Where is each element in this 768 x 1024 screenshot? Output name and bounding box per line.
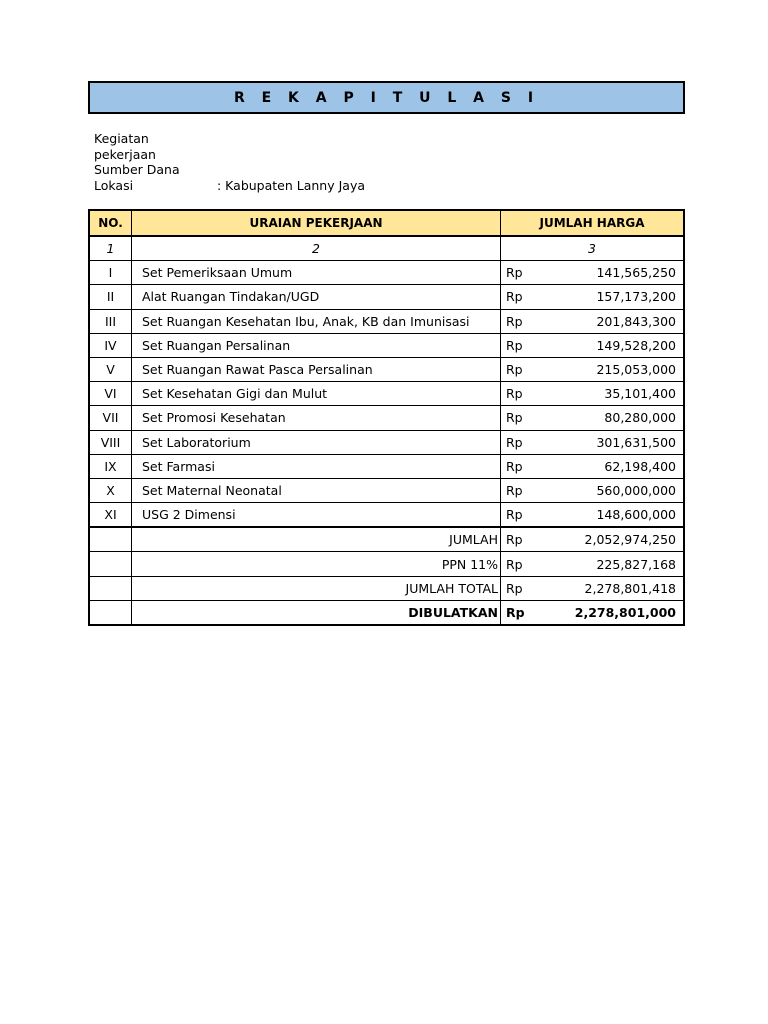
summary-amount: 225,827,168 xyxy=(531,552,685,576)
row-description: Set Ruangan Kesehatan Ibu, Anak, KB dan Imunisasi xyxy=(132,309,501,333)
row-currency: Rp xyxy=(501,430,531,454)
header-jumlah: JUMLAH HARGA xyxy=(501,210,685,236)
title-banner xyxy=(88,81,685,114)
row-amount: 301,631,500 xyxy=(531,430,685,454)
summary-amount: 2,278,801,000 xyxy=(531,600,685,625)
column-number-jumlah: 3 xyxy=(501,236,685,261)
table-row xyxy=(89,406,684,430)
column-number-no: 1 xyxy=(89,236,132,261)
row-amount: 560,000,000 xyxy=(531,478,685,502)
row-number: II xyxy=(89,285,132,309)
table-row xyxy=(89,430,684,454)
row-number: IV xyxy=(89,333,132,357)
summary-row xyxy=(89,576,684,600)
row-currency: Rp xyxy=(501,478,531,502)
row-amount: 80,280,000 xyxy=(531,406,685,430)
row-amount: 157,173,200 xyxy=(531,285,685,309)
table-row xyxy=(89,454,684,478)
summary-row xyxy=(89,600,684,625)
row-number: XI xyxy=(89,503,132,528)
row-amount: 201,843,300 xyxy=(531,309,685,333)
column-number-row xyxy=(89,236,684,261)
info-row-sumber-dana xyxy=(94,162,365,178)
info-label: pekerjaan xyxy=(94,146,156,162)
summary-currency: Rp xyxy=(501,576,531,600)
table-row xyxy=(89,309,684,333)
row-description: USG 2 Dimensi xyxy=(132,503,501,528)
summary-label: DIBULATKAN xyxy=(132,600,501,625)
row-number: IX xyxy=(89,454,132,478)
summary-empty-no xyxy=(89,527,132,552)
row-currency: Rp xyxy=(501,454,531,478)
row-number: VI xyxy=(89,382,132,406)
summary-row xyxy=(89,527,684,552)
header-no: NO. xyxy=(89,210,132,236)
row-description: Set Ruangan Rawat Pasca Persalinan xyxy=(132,357,501,381)
table-row xyxy=(89,382,684,406)
summary-rows xyxy=(89,527,684,625)
row-description: Set Ruangan Persalinan xyxy=(132,333,501,357)
summary-amount: 2,278,801,418 xyxy=(531,576,685,600)
summary-label: PPN 11% xyxy=(132,552,501,576)
table-row xyxy=(89,333,684,357)
row-description: Set Kesehatan Gigi dan Mulut xyxy=(132,382,501,406)
row-number: I xyxy=(89,261,132,285)
row-amount: 141,565,250 xyxy=(531,261,685,285)
item-rows xyxy=(89,261,684,528)
info-row-kegiatan xyxy=(94,131,365,147)
row-number: VIII xyxy=(89,430,132,454)
table-row xyxy=(89,285,684,309)
header-uraian: URAIAN PEKERJAAN xyxy=(132,210,501,236)
summary-empty-no xyxy=(89,576,132,600)
row-currency: Rp xyxy=(501,357,531,381)
table-row xyxy=(89,261,684,285)
row-amount: 215,053,000 xyxy=(531,357,685,381)
summary-label: JUMLAH TOTAL xyxy=(132,576,501,600)
info-row-pekerjaan xyxy=(94,147,365,163)
row-number: X xyxy=(89,478,132,502)
row-description: Set Maternal Neonatal xyxy=(132,478,501,502)
row-currency: Rp xyxy=(501,406,531,430)
row-description: Alat Ruangan Tindakan/UGD xyxy=(132,285,501,309)
summary-currency: Rp xyxy=(501,527,531,552)
row-number: III xyxy=(89,309,132,333)
table-row xyxy=(89,357,684,381)
info-value: : Kabupaten Lanny Jaya xyxy=(217,177,366,193)
summary-amount: 2,052,974,250 xyxy=(531,527,685,552)
summary-label: JUMLAH xyxy=(132,527,501,552)
table-row xyxy=(89,478,684,502)
row-description: Set Farmasi xyxy=(132,454,501,478)
info-row-lokasi xyxy=(94,178,365,194)
summary-empty-no xyxy=(89,552,132,576)
info-label: Lokasi xyxy=(94,177,134,193)
info-block xyxy=(94,131,365,193)
page-title: R E K A P I T U L A S I xyxy=(233,89,540,106)
row-description: Set Promosi Kesehatan xyxy=(132,406,501,430)
summary-currency: Rp xyxy=(501,552,531,576)
row-currency: Rp xyxy=(501,309,531,333)
row-currency: Rp xyxy=(501,261,531,285)
table-row xyxy=(89,503,684,528)
column-number-uraian: 2 xyxy=(132,236,501,261)
row-currency: Rp xyxy=(501,503,531,528)
rekap-table xyxy=(88,209,685,626)
row-currency: Rp xyxy=(501,382,531,406)
row-description: Set Pemeriksaan Umum xyxy=(132,261,501,285)
info-label: Sumber Dana xyxy=(94,162,180,177)
summary-empty-no xyxy=(89,600,132,625)
table-header-row xyxy=(89,210,684,236)
row-currency: Rp xyxy=(501,333,531,357)
info-label: Kegiatan xyxy=(94,131,149,146)
row-description: Set Laboratorium xyxy=(132,430,501,454)
summary-currency: Rp xyxy=(501,600,531,625)
summary-row xyxy=(89,552,684,576)
row-amount: 62,198,400 xyxy=(531,454,685,478)
row-amount: 148,600,000 xyxy=(531,503,685,528)
row-currency: Rp xyxy=(501,285,531,309)
row-number: V xyxy=(89,357,132,381)
row-number: VII xyxy=(89,406,132,430)
row-amount: 35,101,400 xyxy=(531,382,685,406)
row-amount: 149,528,200 xyxy=(531,333,685,357)
